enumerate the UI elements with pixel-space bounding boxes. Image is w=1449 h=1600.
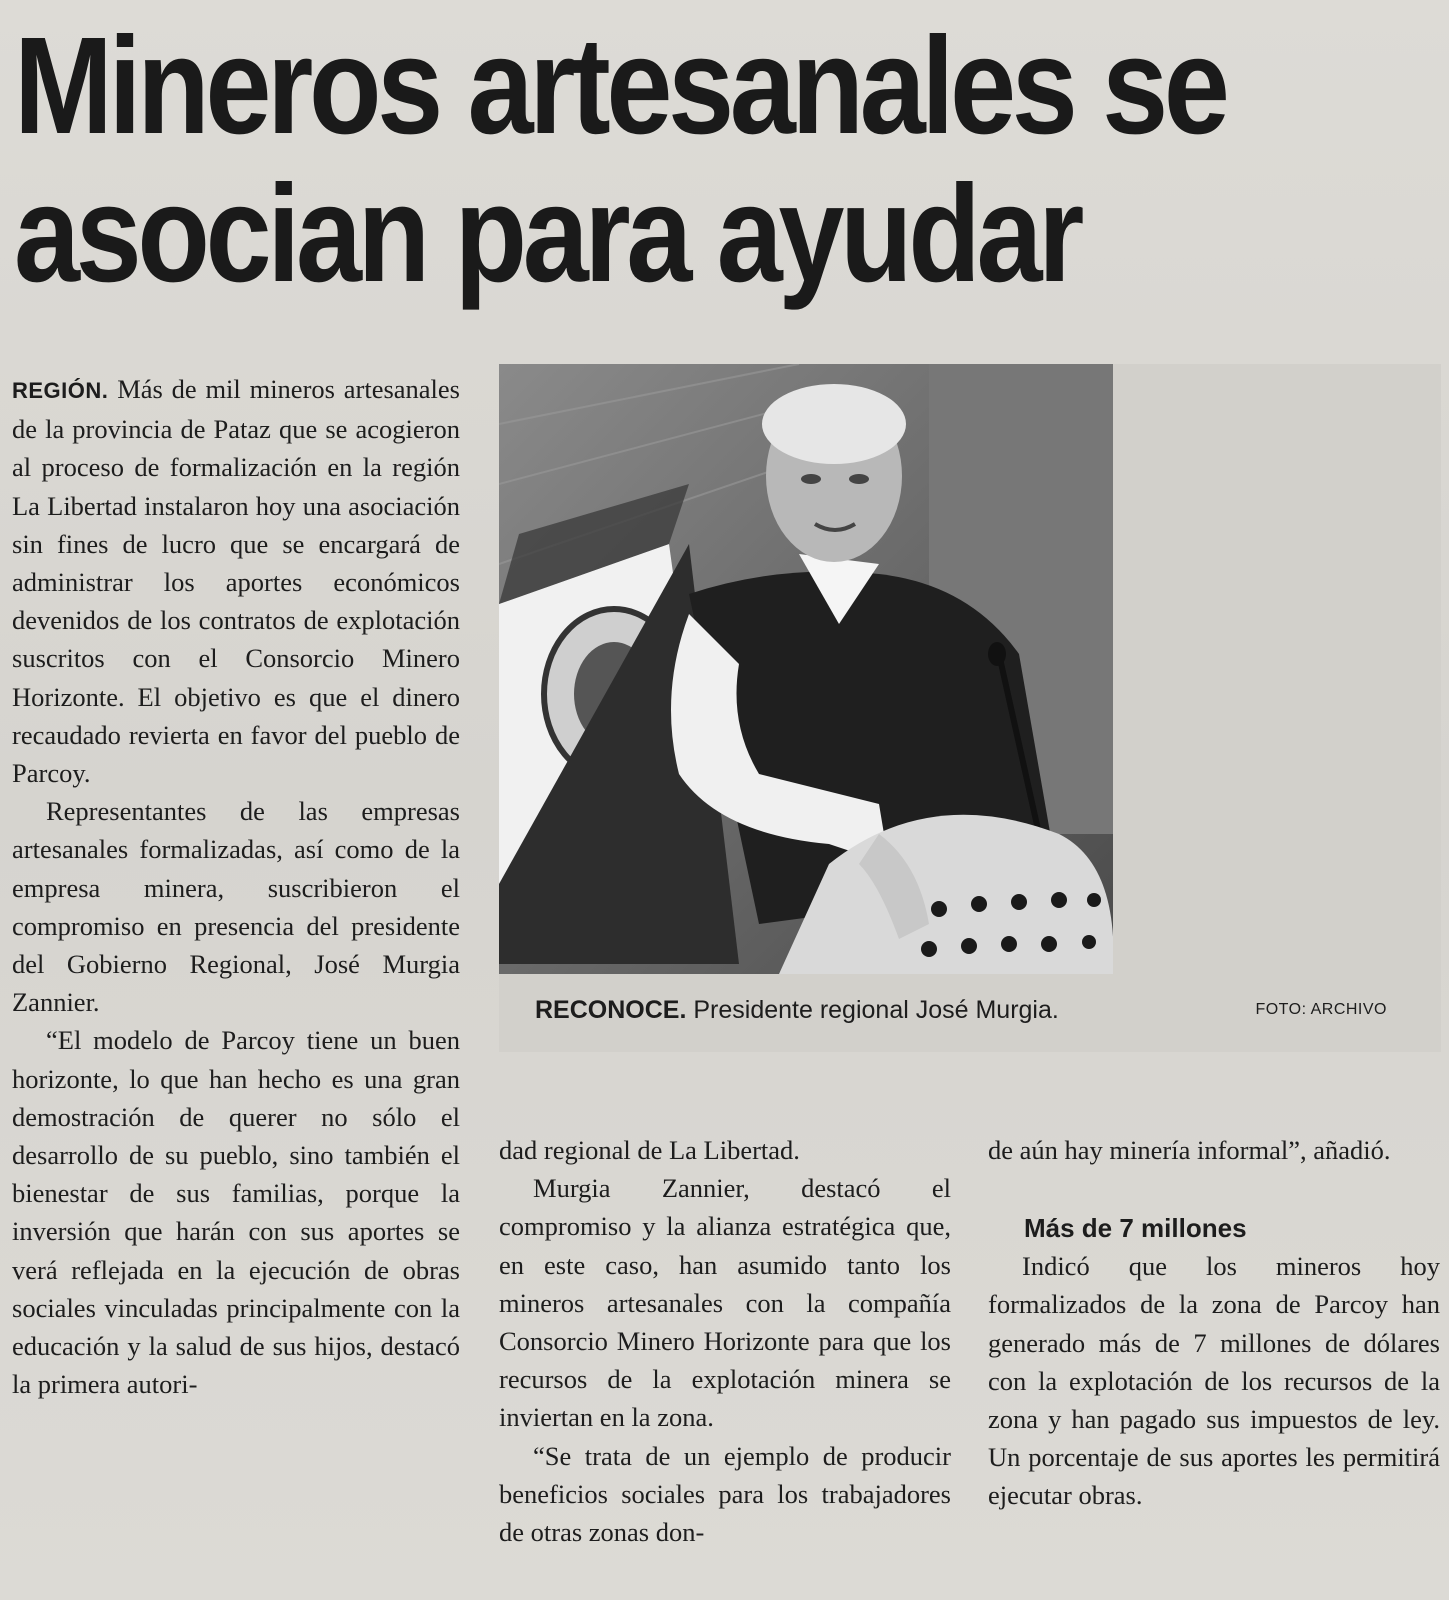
article-column-1 xyxy=(12,370,460,1590)
subhead: Más de 7 millones xyxy=(1024,1213,1247,1244)
article-paragraph-4: dad regional de La Libertad. xyxy=(499,1135,800,1165)
kicker: REGIÓN. xyxy=(12,378,109,403)
article-paragraph-2: Representantes de las empresas artesanales formalizadas, así como de la empresa minera, suscribieron el compromiso en presencia del presidente del Gobierno Regional, José Murgia Zannier. xyxy=(12,796,460,1018)
photo-box xyxy=(499,364,1441,1052)
article-paragraph-6: “Se trata de un ejemplo de producir beneficios sociales para los trabajadores de otras zonas don- xyxy=(499,1440,951,1548)
headline-line-2: asocian para ayudar xyxy=(14,157,1081,311)
headline-line-1: Mineros artesanales se xyxy=(14,9,1226,163)
article-paragraph-8: Indicó que los mineros hoy formalizados de la zona de Parcoy han generado más de 7 millones de dólares con la explotación de los recursos de la zona y han pagado sus impuestos de ley. Un porcentaje de sus aportes les permitirá ejecutar obras. xyxy=(988,1251,1440,1511)
article-paragraph-3: “El modelo de Parcoy tiene un buen horizonte, lo que han hecho es una gran demostración de querer no sólo el desarrollo de su pueblo, sino también el bienestar de sus familias, porque la inversión que harán con sus aportes se verá reflejada en la ejecución de obras sociales vinculadas principalmente con la educación y la salud de sus hijos, destacó la primera autori- xyxy=(12,1025,460,1400)
lead-text: Más de mil mineros artesanales de la provincia de Pataz que se acogieron al proceso de formalización en la región La Libertad instalaron hoy una asociación sin fines de lucro que se encargará de administrar los aportes económicos devenidos de los contratos de explotación suscritos con el Consorcio Minero Horizonte. El objetivo es que el dinero recaudado revierta en favor del pueblo de Parcoy. xyxy=(12,374,460,789)
article-paragraph-5: Murgia Zannier, destacó el compromiso y la alianza estratégica que, en este caso, han asumido tanto los mineros artesanales con la compañía Consorcio Minero Horizonte para que los recursos de la explotación minera se inviertan en la zona. xyxy=(499,1173,951,1433)
caption-label: RECONOCE. xyxy=(535,996,687,1024)
photo-jose-murgia xyxy=(499,364,1113,974)
article-lead-paragraph xyxy=(12,370,460,792)
article-column-3 xyxy=(988,1131,1440,1515)
headline xyxy=(14,9,1226,311)
photo-credit: FOTO: ARCHIVO xyxy=(1255,1001,1387,1018)
photo-caption xyxy=(535,990,1415,1030)
photo-illustration xyxy=(499,364,1113,974)
article-column-2 xyxy=(499,1131,951,1551)
caption-text: Presidente regional José Murgia. xyxy=(693,996,1059,1024)
article-paragraph-7: de aún hay minería informal”, añadió. xyxy=(988,1135,1391,1165)
